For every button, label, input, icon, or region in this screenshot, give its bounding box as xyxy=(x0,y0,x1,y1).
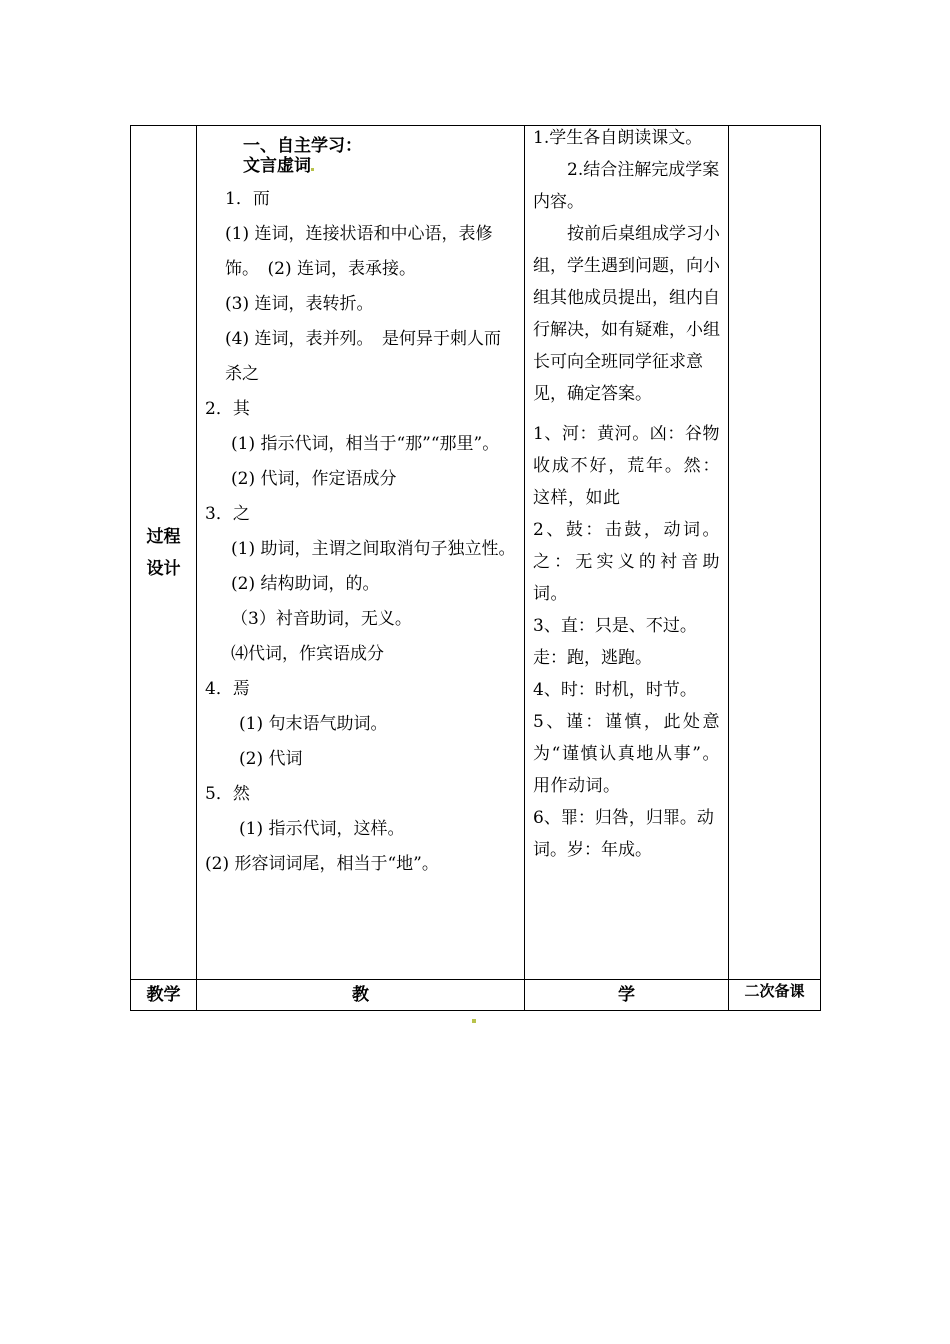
note-5: 5、谨：谨慎，此处意为“谨慎认真地从事”。用作动词。 xyxy=(533,712,720,796)
item-zhi-3: （3）衬音助词，无义。 xyxy=(231,609,412,629)
revision-mark xyxy=(311,168,314,171)
process-design-row xyxy=(131,126,821,980)
note-6: 6、罪：归咎，归罪。动词。岁：年成。 xyxy=(533,808,714,860)
item-er-4: (4) 连词，表并列。 是何异于刺人而杀之 xyxy=(225,329,501,384)
col-learn: 学 xyxy=(525,980,729,1011)
item-er-3: (3) 连词，表转折。 xyxy=(225,294,374,314)
item-yan-2: (2) 代词 xyxy=(239,749,303,769)
item-ran-1: (1) 指示代词，这样。 xyxy=(239,819,405,839)
process-design-label xyxy=(131,126,197,980)
item-zhi-2: (2) 结构助词，的。 xyxy=(231,574,380,594)
item-er-1-2: (1) 连词，连接状语和中心语，表修饰。 (2) 连词，表承接。 xyxy=(225,224,493,279)
item-ran-2: (2) 形容词词尾，相当于“地”。 xyxy=(205,854,439,874)
note-4: 4、时：时机，时节。 xyxy=(533,680,697,700)
label-line-2: 设计 xyxy=(146,558,181,579)
col-teaching: 教学 xyxy=(131,980,197,1011)
note-1: 1、河：黄河。凶：谷物收成不好，荒年。然：这样，如此 xyxy=(533,424,720,508)
item-er-title: 1．而 xyxy=(225,189,270,209)
item-qi-2: (2) 代词，作定语成分 xyxy=(231,469,397,489)
second-prep-cell xyxy=(729,126,821,980)
student-step-1: 1.学生各自朗读课文。 xyxy=(533,128,703,148)
section-heading: 一、自主学习： xyxy=(243,136,362,156)
item-ran-title: 5．然 xyxy=(205,784,250,804)
item-qi-1: (1) 指示代词，相当于“那”“那里”。 xyxy=(231,434,500,454)
teacher-content-cell xyxy=(197,126,525,980)
student-step-2: 2.结合注解完成学案内容。 xyxy=(533,160,720,212)
note-3: 3、直：只是、不过。走：跑，逃跑。 xyxy=(533,616,697,668)
item-yan-1: (1) 句末语气助词。 xyxy=(239,714,388,734)
section-subheading: 文言虚词 xyxy=(205,156,516,176)
col-second-prep: 二次备课 xyxy=(729,980,821,1011)
item-zhi-4: ⑷代词，作宾语成分 xyxy=(231,644,384,664)
item-zhi-1: (1) 助词，主谓之间取消句子独立性。 xyxy=(231,539,516,559)
label-line-1: 过程 xyxy=(146,526,181,547)
item-qi-title: 2．其 xyxy=(205,399,250,419)
col-teach: 教 xyxy=(197,980,525,1011)
note-2: 2、鼓：击鼓，动词。之：无实义的衬音助词。 xyxy=(533,520,720,604)
header-row xyxy=(131,980,821,1011)
lesson-plan-table xyxy=(130,125,821,1011)
revision-mark xyxy=(472,1019,476,1023)
student-step-3: 按前后桌组成学习小组，学生遇到问题，向小组其他成员提出，组内自行解决，如有疑难，小组长可向全班同学征求意见，确定答案。 xyxy=(533,224,720,404)
item-zhi-title: 3．之 xyxy=(205,504,250,524)
item-yan-title: 4．焉 xyxy=(205,679,250,699)
student-content-cell xyxy=(525,126,729,980)
